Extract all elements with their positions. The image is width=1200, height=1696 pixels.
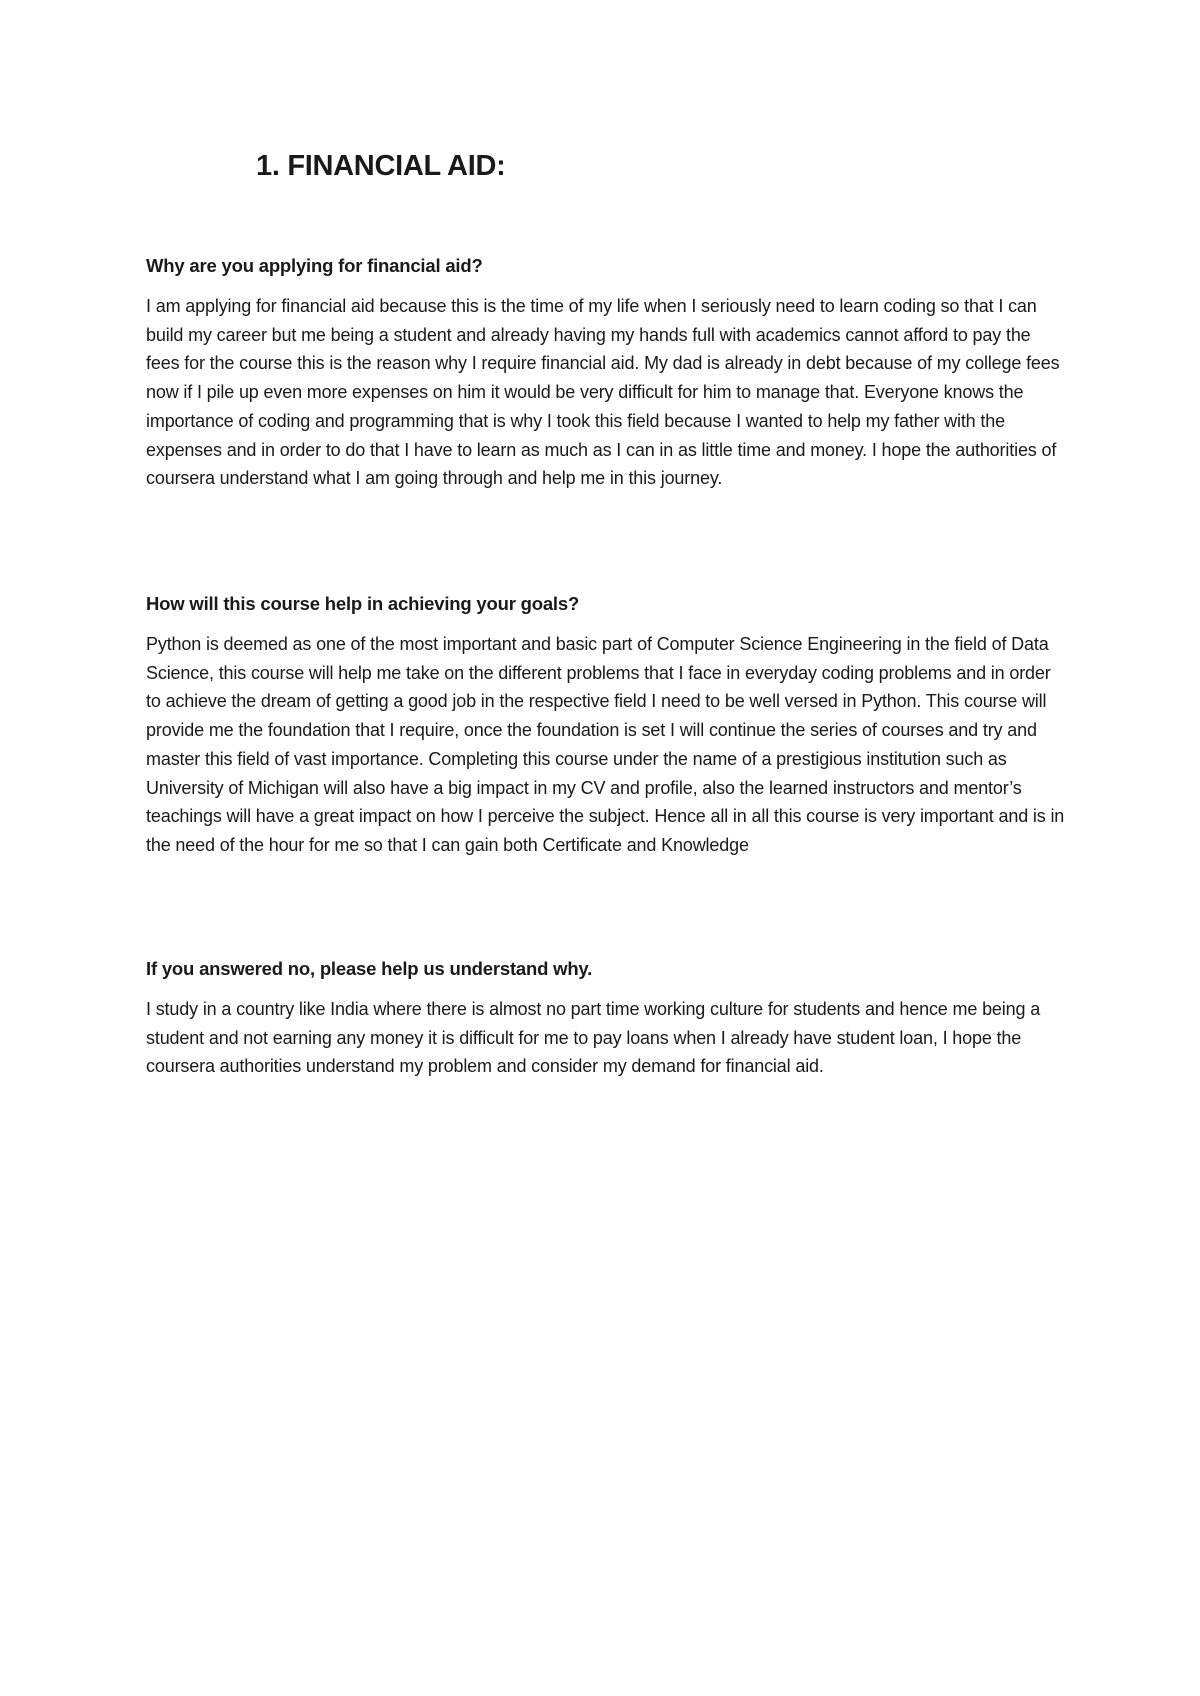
question-heading: If you answered no, please help us understand why. [146, 958, 593, 979]
question-heading: Why are you applying for financial aid? [146, 255, 483, 276]
answer-paragraph: I am applying for financial aid because this is the time of my life when I seriously need to learn coding so that I can build my career but me being a student and already having my hands full with academics cannot afford to pay the fees for the course this is the reason why I require financial aid. My dad is already in debt because of my college fees now if I pile up even more expenses on him it would be very difficult for him to manage that. Everyone knows the importance of coding and programming that is why I took this field because I wanted to help my father with the expenses and in order to do that I have to learn as much as I can in as little time and money. I hope the authorities of coursera understand what I am going through and help me in this journey. [146, 296, 1060, 489]
answer-paragraph: I study in a country like India where there is almost no part time working culture for students and hence me being a student and not earning any money it is difficult for me to pay loans when I already have student loan, I hope the coursera authorities understand my problem and consider my demand for financial aid. [146, 999, 1041, 1077]
section-course-goals [146, 591, 1066, 860]
answer-paragraph: Python is deemed as one of the most important and basic part of Computer Science Engineering in the field of Data Science, this course will help me take on the different problems that I face in everyday coding problems and in order to achieve the dream of getting a good job in the respective field I need to be well versed in Python. This course will provide me the foundation that I require, once the foundation is set I will continue the series of courses and try and master this field of vast importance. Completing this course under the name of a prestigious institution such as University of Michigan will also have a big impact in my CV and profile, also the learned instructors and mentor’s teachings will have a great impact on how I perceive the subject. Hence all in all this course is very important and is in the need of the hour for me so that I can gain both Certificate and Knowledge [146, 634, 1065, 855]
question-heading: How will this course help in achieving your goals? [146, 593, 580, 614]
document-title: 1. FINANCIAL AID: [256, 150, 506, 182]
section-answered-no [146, 956, 1066, 1081]
section-why-applying [146, 253, 1066, 493]
